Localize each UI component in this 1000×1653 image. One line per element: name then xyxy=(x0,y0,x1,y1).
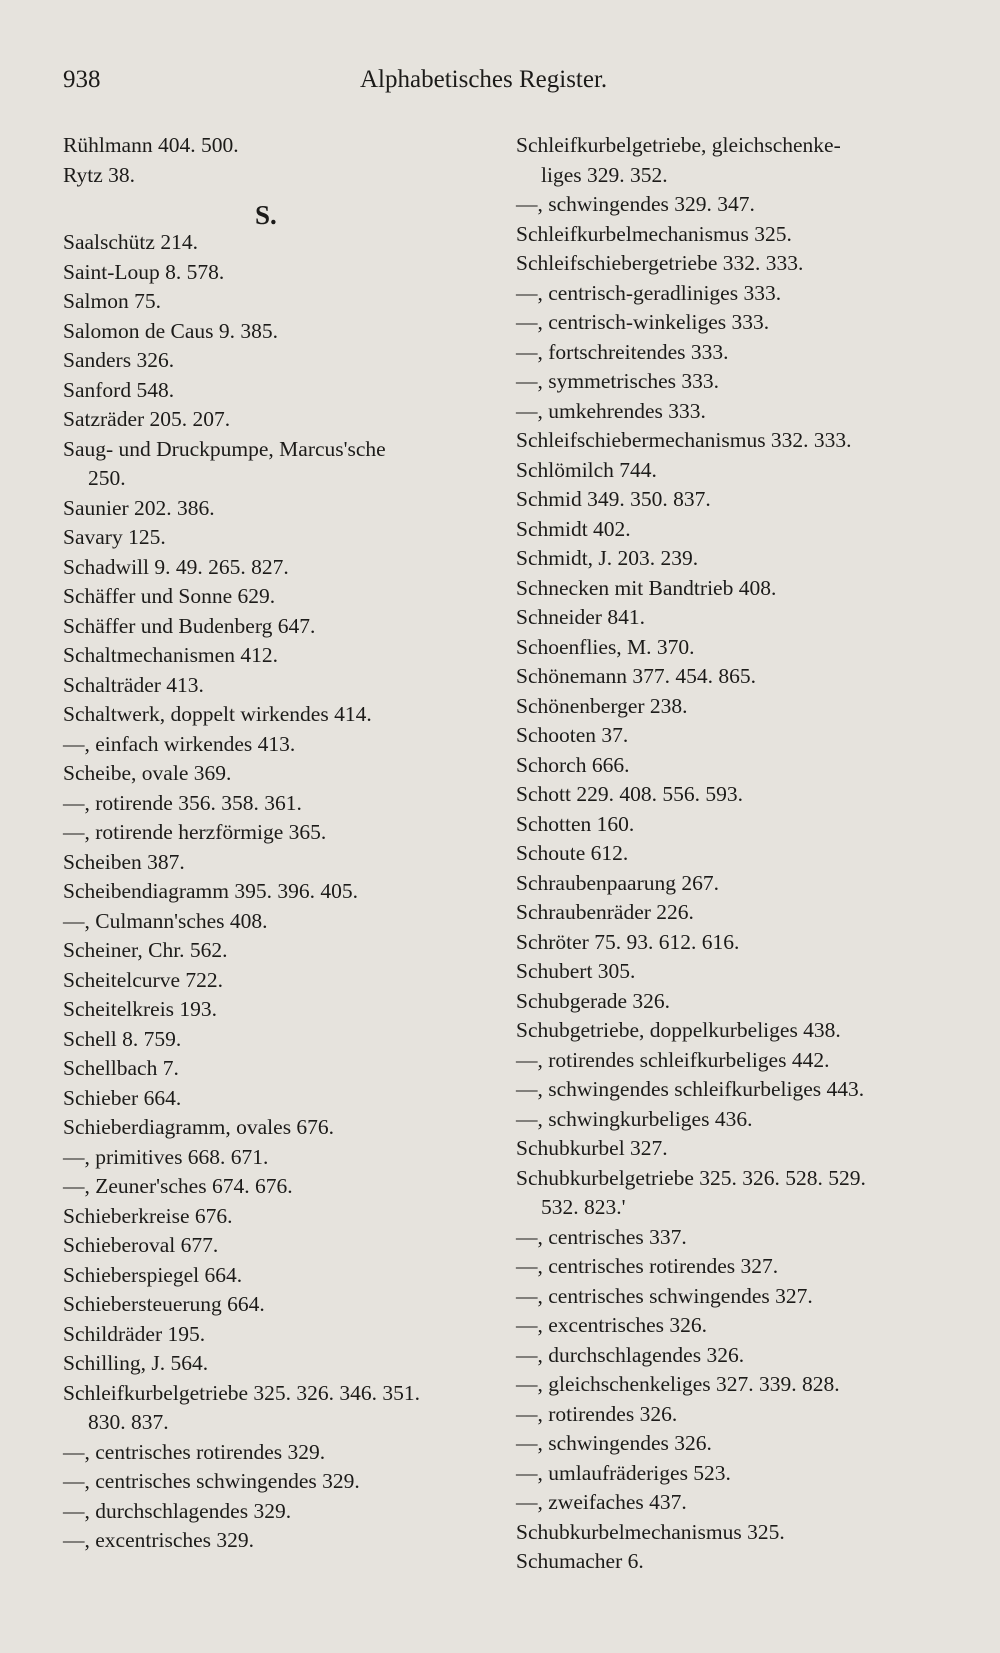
register-entry: Schiebersteuerung 664. xyxy=(63,1292,265,1316)
register-entry: —, rotirende 356. 358. 361. xyxy=(63,790,302,815)
register-entry: Schleifschiebermechanismus 332. 333. xyxy=(516,428,852,452)
register-entry: Schmidt 402. xyxy=(516,516,631,541)
register-entry: Sanders 326. xyxy=(63,348,175,372)
register-entry: Salomon de Caus 9. 385. xyxy=(63,318,278,343)
register-entry: Schleifkurbelmechanismus 325. xyxy=(516,221,792,246)
register-entry: —, rotirendes 326. xyxy=(516,1401,678,1426)
register-entry: Scheibe, ovale 369. xyxy=(63,761,232,785)
register-entry: Schieberdiagramm, ovales 676. xyxy=(63,1115,335,1139)
register-entry: —, fortschreitendes 333. xyxy=(516,339,729,364)
register-entry: —, gleichschenkeliges 327. 339. 828. xyxy=(516,1372,840,1396)
register-entry: Schubkurbel 327. xyxy=(516,1136,668,1160)
register-entry: Rytz 38. xyxy=(63,162,135,187)
register-entry: Schooten 37. xyxy=(516,723,629,747)
register-entry: Schildräder 195. xyxy=(63,1321,206,1346)
register-entry: Schröter 75. 93. 612. 616. xyxy=(516,929,740,954)
register-entry: —, zweifaches 437. xyxy=(516,1490,687,1514)
register-entry: —, centrisches rotirendes 327. xyxy=(516,1254,779,1278)
register-entry: Schneider 841. xyxy=(516,605,645,629)
register-entry: —, centrisch-winkeliges 333. xyxy=(516,310,770,334)
register-entry: Schieberkreise 676. xyxy=(63,1203,233,1228)
register-entry: Rühlmann 404. 500. xyxy=(63,133,239,157)
register-entry: Scheitelkreis 193. xyxy=(63,997,218,1021)
register-entry: —, excentrisches 329. xyxy=(63,1528,255,1552)
register-entry: Scheibendiagramm 395. 396. 405. xyxy=(63,879,358,903)
page-header xyxy=(63,66,940,102)
register-entry: 250. xyxy=(88,466,126,490)
register-entry: Schieber 664. xyxy=(63,1085,182,1110)
register-entry: —, centrisches schwingendes 327. xyxy=(516,1283,813,1308)
register-entry: —, Culmann'sches 408. xyxy=(63,908,268,933)
register-entry: Schalträder 413. xyxy=(63,672,204,697)
register-entry: Schlömilch 744. xyxy=(516,457,657,482)
register-entry: Schraubenpaarung 267. xyxy=(516,870,719,895)
running-title: Alphabetisches Register. xyxy=(360,66,608,93)
register-entry: Savary 125. xyxy=(63,525,166,549)
register-entry: Schoenflies, M. 370. xyxy=(516,634,695,659)
register-entry: 532. 823.' xyxy=(541,1195,626,1219)
register-entry: Schnecken mit Bandtrieb 408. xyxy=(516,575,777,600)
register-entry: Schleifschiebergetriebe 332. 333. xyxy=(516,251,804,275)
register-entry: Saug- und Druckpumpe, Marcus'sche xyxy=(63,436,386,461)
register-entry: 830. 837. xyxy=(88,1410,169,1434)
register-entry: —, umkehrendes 333. xyxy=(516,398,706,423)
register-entry: —, excentrisches 326. xyxy=(516,1313,708,1337)
register-entry: —, rotirendes schleifkurbeliges 442. xyxy=(516,1047,830,1072)
register-entry: Scheiben 387. xyxy=(63,849,185,874)
register-entry: —, centrisches rotirendes 329. xyxy=(63,1439,326,1464)
register-entry: Schott 229. 408. 556. 593. xyxy=(516,782,743,806)
page-number: 938 xyxy=(63,66,101,93)
register-entry: Schäffer und Sonne 629. xyxy=(63,584,276,608)
register-entry: Schellbach 7. xyxy=(63,1056,179,1080)
register-entry: Sanford 548. xyxy=(63,377,175,402)
register-entry: Schubgerade 326. xyxy=(516,988,671,1013)
register-entry: Schäffer und Budenberg 647. xyxy=(63,613,316,638)
register-entry: Schotten 160. xyxy=(516,811,635,836)
register-entry: Schleifkurbelgetriebe, gleichschenke- xyxy=(516,133,841,157)
register-entry: Schraubenräder 226. xyxy=(516,900,694,924)
register-entry: Schieberoval 677. xyxy=(63,1233,219,1257)
register-entry: Schumacher 6. xyxy=(516,1549,644,1573)
register-entry: Schönenberger 238. xyxy=(516,693,688,718)
left-entries-after xyxy=(63,228,483,1556)
register-entry: Schorch 666. xyxy=(516,752,630,777)
register-entry: Schoute 612. xyxy=(516,841,629,865)
left-entries-before xyxy=(63,131,483,190)
register-entry: Schell 8. 759. xyxy=(63,1026,182,1051)
register-entry: Schmid 349. 350. 837. xyxy=(516,487,711,511)
register-entry: liges 329. 352. xyxy=(541,162,668,187)
register-entry: Schubkurbelmechanismus 325. xyxy=(516,1519,785,1544)
register-entry: Schönemann 377. 454. 865. xyxy=(516,664,757,688)
register-entry: Schaltmechanismen 412. xyxy=(63,643,278,667)
register-entry: Satzräder 205. 207. xyxy=(63,407,231,431)
register-entry: Saunier 202. 386. xyxy=(63,495,215,520)
right-column xyxy=(516,131,946,1577)
register-entry: Schadwill 9. 49. 265. 827. xyxy=(63,554,289,579)
register-entry: Scheiner, Chr. 562. xyxy=(63,938,228,962)
left-column xyxy=(63,131,483,1556)
register-entry: —, rotirende herzförmige 365. xyxy=(63,820,327,844)
register-entry: —, schwingendes schleifkurbeliges 443. xyxy=(516,1077,865,1101)
right-entries xyxy=(516,131,946,1577)
register-entry: —, primitives 668. 671. xyxy=(63,1144,269,1169)
register-entry: —, einfach wirkendes 413. xyxy=(63,731,296,756)
register-entry: —, symmetrisches 333. xyxy=(516,369,720,393)
register-entry: —, schwingkurbeliges 436. xyxy=(516,1106,753,1131)
register-entry: —, centrisches 337. xyxy=(516,1224,687,1249)
register-entry: Schubgetriebe, doppelkurbeliges 438. xyxy=(516,1018,841,1042)
register-entry: Schieberspiegel 664. xyxy=(63,1262,243,1287)
register-entry: —, umlaufräderiges 523. xyxy=(516,1460,731,1485)
register-entry: Schleifkurbelgetriebe 325. 326. 346. 351. xyxy=(63,1380,421,1405)
register-entry: Saint-Loup 8. 578. xyxy=(63,259,225,284)
register-entry: Schaltwerk, doppelt wirkendes 414. xyxy=(63,702,372,726)
register-entry: Salmon 75. xyxy=(63,289,161,313)
register-entry: —, centrisch-geradliniges 333. xyxy=(516,280,782,305)
register-entry: Schubert 305. xyxy=(516,959,636,983)
register-entry: —, Zeuner'sches 674. 676. xyxy=(63,1174,293,1198)
register-entry: Saalschütz 214. xyxy=(63,230,198,254)
register-entry: Schmidt, J. 203. 239. xyxy=(516,546,699,570)
register-entry: —, schwingendes 326. xyxy=(516,1431,712,1455)
register-entry: Schubkurbelgetriebe 325. 326. 528. 529. xyxy=(516,1165,866,1190)
register-entry: —, durchschlagendes 326. xyxy=(516,1342,745,1367)
register-entry: Scheitelcurve 722. xyxy=(63,967,224,992)
register-entry: —, durchschlagendes 329. xyxy=(63,1498,292,1523)
register-entry: —, schwingendes 329. 347. xyxy=(516,192,755,216)
section-letter: S. xyxy=(255,200,277,230)
register-entry: —, centrisches schwingendes 329. xyxy=(63,1469,360,1493)
register-entry: Schilling, J. 564. xyxy=(63,1351,209,1375)
